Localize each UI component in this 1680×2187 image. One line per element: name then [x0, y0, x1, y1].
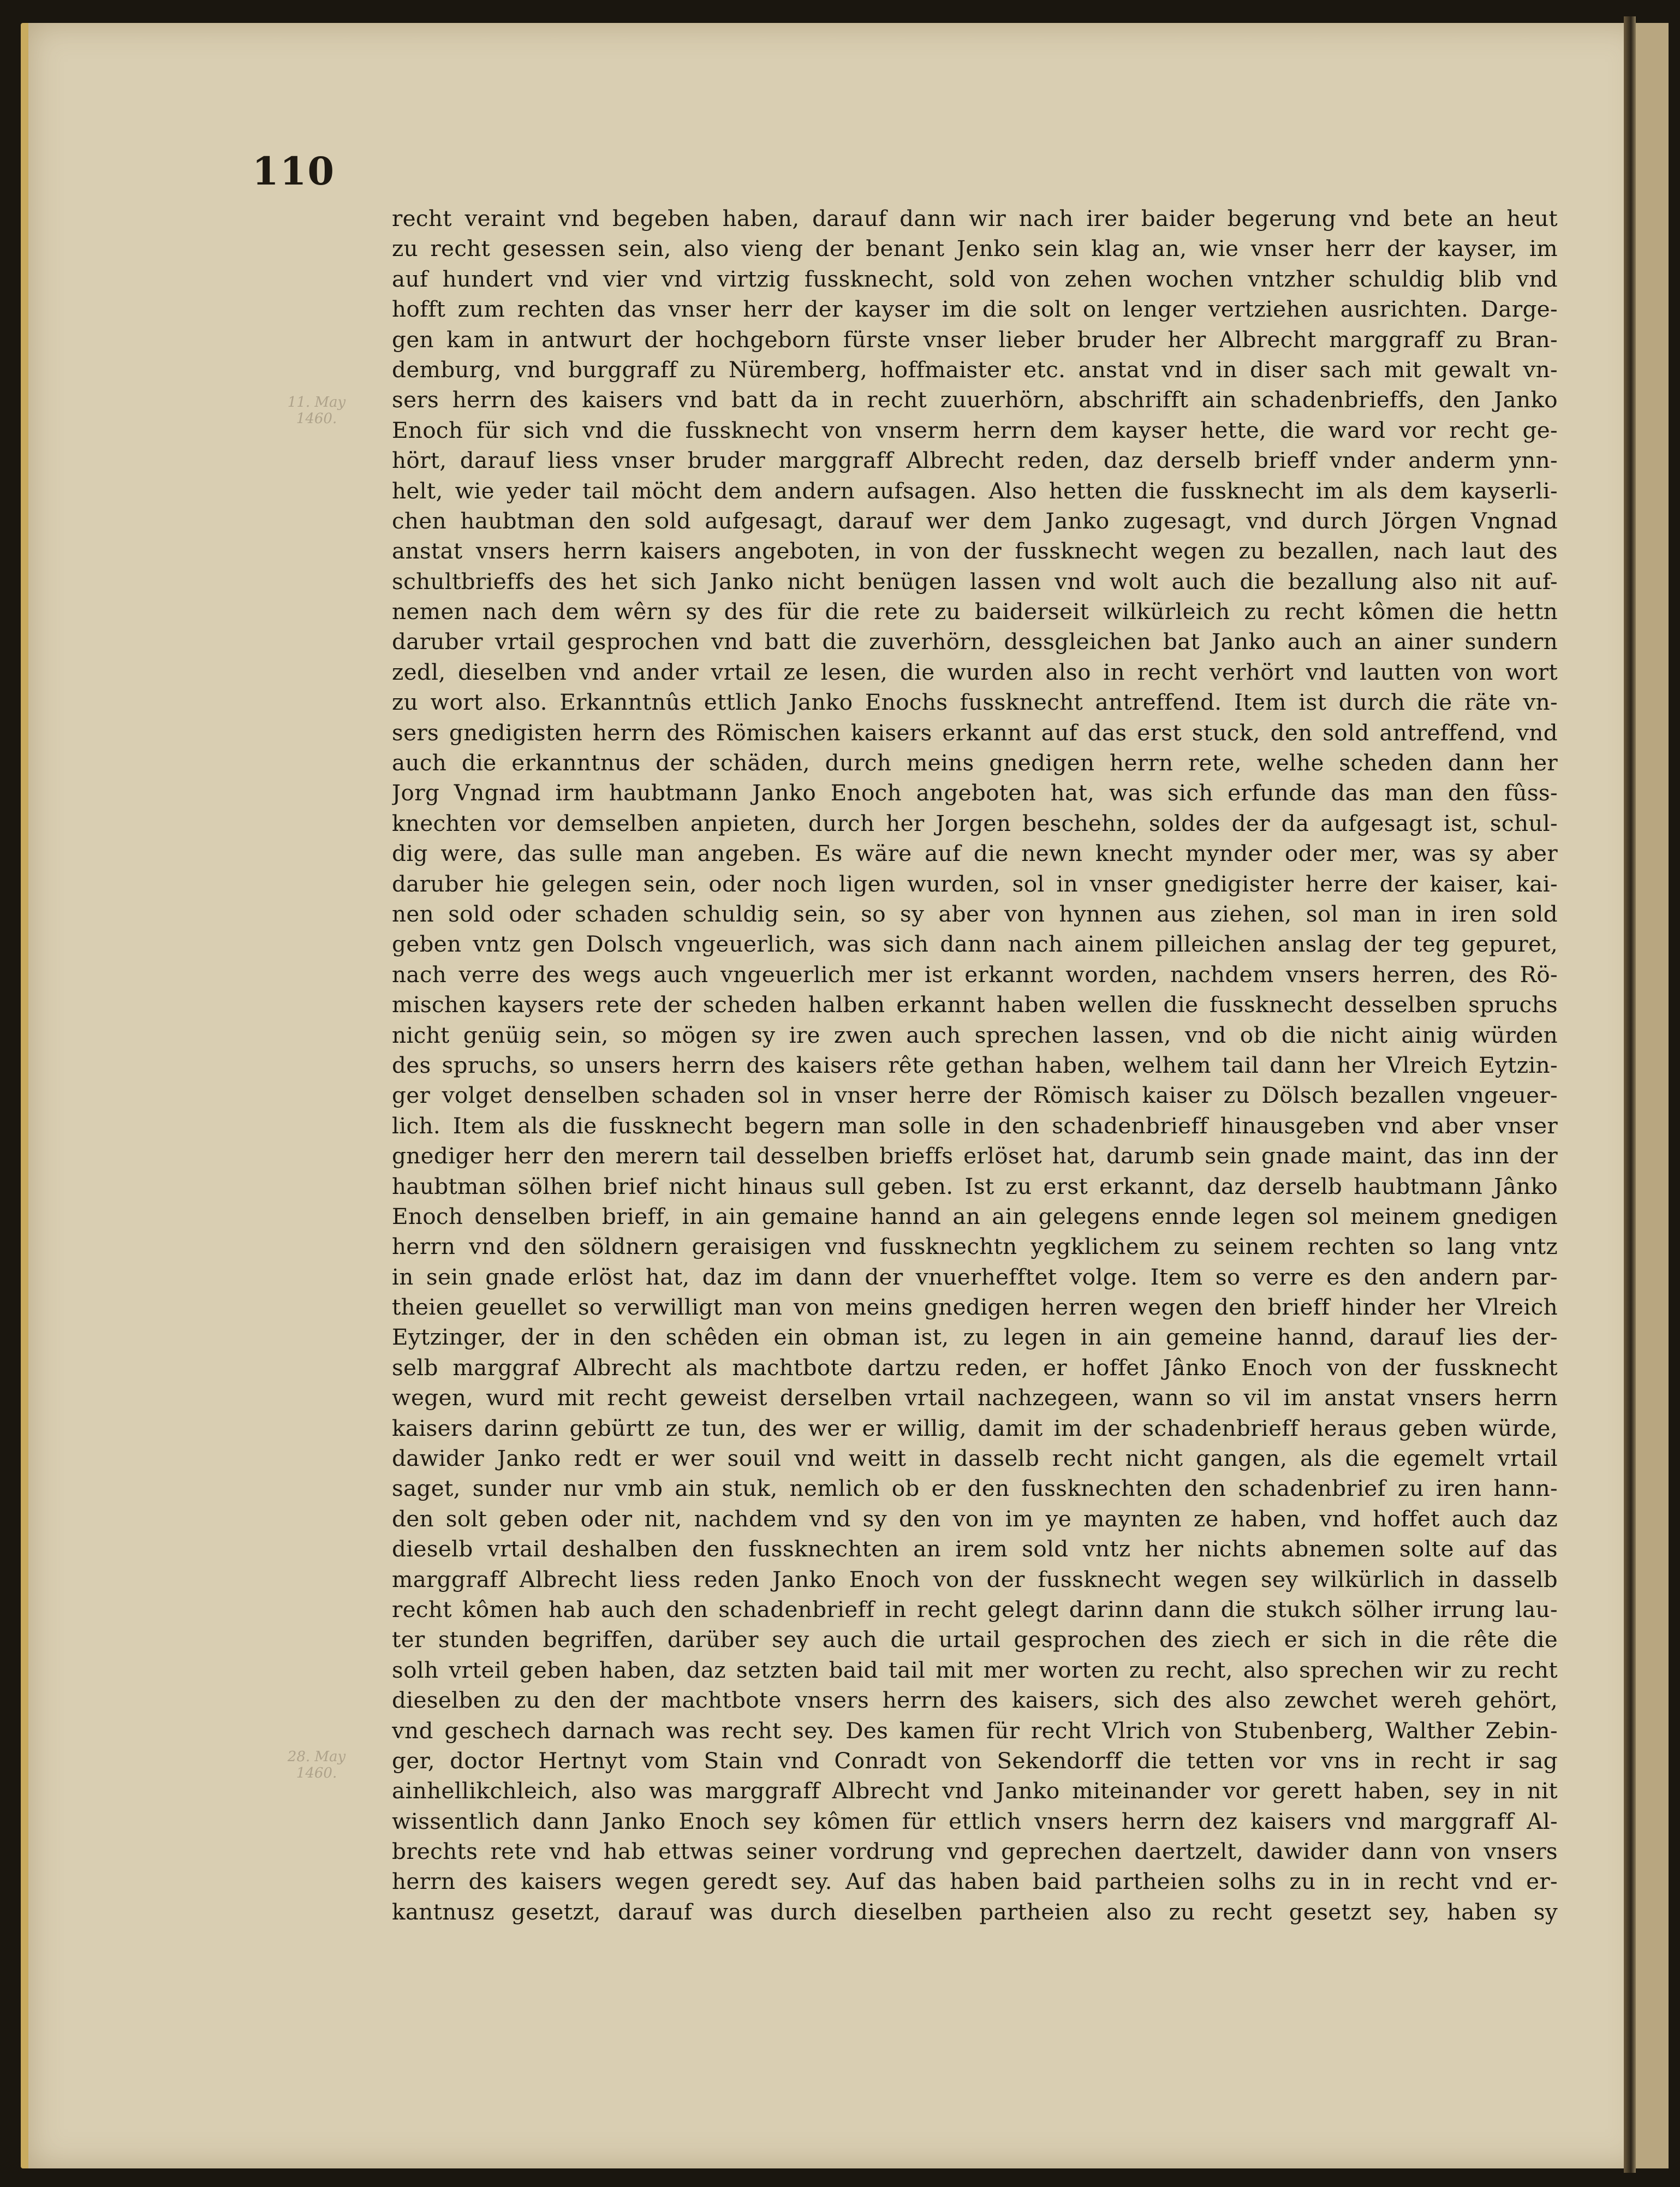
text-line: dieselben zu den der machtbote vnsers herrn des kaisers, sich des also zewchet wereh gehört, — [392, 1687, 1558, 1714]
text-line: recht kômen hab auch den schadenbrieff in recht gelegt darinn dann die stukch sölher irrung lau- — [392, 1596, 1558, 1623]
text-line: den solt geben oder nit, nachdem vnd sy den von im ye maynten ze haben, vnd hoffet auch daz — [392, 1505, 1558, 1532]
text-line: ger volget denselben schaden sol in vnser herre der Römisch kaiser zu Dölsch bezallen vngeuer- — [392, 1082, 1558, 1109]
text-line: solh vrteil geben haben, daz setzten baid tail mit mer worten zu recht, also sprechen wir zu recht — [392, 1656, 1558, 1683]
text-line: sers gnedigisten herrn des Römischen kaisers erkannt auf das erst stuck, den sold antreffend, vnd — [392, 719, 1558, 746]
text-line: Jorg Vngnad irm haubtmann Janko Enoch angeboten hat, was sich erfunde das man den fûss- — [392, 780, 1558, 806]
text-line: haubtman sölhen brief nicht hinaus sull geben. Ist zu erst erkannt, daz derselb haubtmann Jânko — [392, 1173, 1558, 1199]
text-line: brechts rete vnd hab ettwas seiner vordrung vnd geprechen daertzelt, dawider dann von vnsers — [392, 1838, 1558, 1865]
text-line: recht veraint vnd begeben haben, darauf dann wir nach irer baider begerung vnd bete an heut — [392, 205, 1558, 231]
text-line: ainhellikchleich, also was marggraff Albrecht vnd Janko miteinander vor gerett haben, sey in nit — [392, 1778, 1558, 1804]
text-line: selb marggraf Albrecht als machtbote dartzu reden, er hoffet Jânko Enoch von der fussknecht — [392, 1354, 1558, 1381]
text-line: gen kam in antwurt der hochgeborn fürste vnser lieber bruder her Albrecht marggraff zu Bran- — [392, 326, 1558, 353]
text-line: nen sold oder schaden schuldig sein, so sy aber von hynnen aus ziehen, sol man in iren sold — [392, 900, 1558, 927]
text-line: in sein gnade erlöst hat, daz im dann der vnuerhefftet volge. Item so verre es den andern par- — [392, 1263, 1558, 1290]
text-line: wissentlich dann Janko Enoch sey kômen für ettlich vnsers herrn dez kaisers vnd marggraff Al- — [392, 1808, 1558, 1834]
text-line: saget, sunder nur vmb ain stuk, nemlich ob er den fussknechten den schadenbrief zu iren hann- — [392, 1475, 1558, 1502]
text-line: theien geuellet so verwilligt man von meins gnedigen herren wegen den brieff hinder her Vlreich — [392, 1294, 1558, 1321]
text-line: daruber vrtail gesprochen vnd batt die zuverhörn, dessgleichen bat Janko auch an ainer sundern — [392, 628, 1558, 655]
text-line: schultbrieffs des het sich Janko nicht benügen lassen vnd wolt auch die bezallung also nit auf- — [392, 568, 1558, 595]
text-line: helt, wie yeder tail möcht dem andern aufsagen. Also hetten die fussknecht im als dem kayserli- — [392, 477, 1558, 504]
text-line: zedl, dieselben vnd ander vrtail ze lesen, die wurden also in recht verhört vnd lautten von wort — [392, 658, 1558, 685]
text-line: nemen nach dem wêrn sy des für die rete zu baiderseit wilkürleich zu recht kômen die hettn — [392, 598, 1558, 625]
text-line: auch die erkanntnus der schäden, durch meins gnedigen herrn rete, welhe scheden dann her — [392, 750, 1558, 776]
text-line: Eytzinger, der in den schêden ein obman ist, zu legen in ain gemeine hannd, darauf lies der- — [392, 1324, 1558, 1351]
text-line: demburg, vnd burggraff zu Nüremberg, hoffmaister etc. anstat vnd in diser sach mit gewalt vn- — [392, 356, 1558, 383]
text-line: hört, darauf liess vnser bruder marggraff Albrecht reden, daz derselb brieff vnder anderm ynn- — [392, 447, 1558, 474]
text-line: lich. Item als die fussknecht begern man solle in den schadenbrieff hinausgeben vnd aber vnser — [392, 1112, 1558, 1139]
text-line: zu wort also. Erkanntnûs ettlich Janko Enochs fussknecht antreffend. Item ist durch die räte vn- — [392, 689, 1558, 716]
text-line: herrn des kaisers wegen geredt sey. Auf das haben baid partheien solhs zu in in recht vnd er- — [392, 1868, 1558, 1895]
text-line: ter stunden begriffen, darüber sey auch die urtail gesprochen des ziech er sich in die rête die — [392, 1626, 1558, 1653]
text-line: kaisers darinn gebürtt ze tun, des wer er willig, damit im der schadenbrieff heraus geben würde, — [392, 1415, 1558, 1441]
text-line: nicht genüig sein, so mögen sy ire zwen auch sprechen lassen, vnd ob die nicht ainig würden — [392, 1021, 1558, 1048]
body-text — [392, 204, 1558, 1925]
margin-note-date-2: 28. May 1460. — [287, 1749, 346, 1781]
text-line: marggraff Albrecht liess reden Janko Enoch von der fussknecht wegen sey wilkürlich in dasselb — [392, 1566, 1558, 1592]
book-spine — [1624, 16, 1636, 2173]
text-line: mischen kaysers rete der scheden halben erkannt haben wellen die fussknecht desselben spruchs — [392, 991, 1558, 1018]
text-line: dawider Janko redt er wer souil vnd weitt in dasselb recht nicht gangen, als die egemelt vrtail — [392, 1445, 1558, 1472]
text-line: kantnusz gesetzt, darauf was durch dieselben partheien also zu recht gesetzt sey, haben sy — [392, 1898, 1558, 1925]
page-number: 110 — [252, 148, 336, 194]
text-line: dieselb vrtail deshalben den fussknechten an irem sold vntz her nichts abnemen solte auf das — [392, 1536, 1558, 1562]
text-line: dig were, das sulle man angeben. Es wäre auf die newn knecht mynder oder mer, was sy aber — [392, 840, 1558, 867]
text-line: daruber hie gelegen sein, oder noch ligen wurden, sol in vnser gnedigister herre der kaiser, kai- — [392, 870, 1558, 897]
text-line: zu recht gesessen sein, also vieng der benant Jenko sein klag an, wie vnser herr der kayser, im — [392, 235, 1558, 262]
text-line: geben vntz gen Dolsch vngeuerlich, was sich dann nach ainem pilleichen anslag der teg gepuret, — [392, 931, 1558, 958]
text-line: sers herrn des kaisers vnd batt da in recht zuuerhörn, abschrifft ain schadenbrieffs, den Janko — [392, 387, 1558, 413]
text-line: chen haubtman den sold aufgesagt, darauf wer dem Janko zugesagt, vnd durch Jörgen Vngnad — [392, 507, 1558, 534]
text-line: vnd geschech darnach was recht sey. Des kamen für recht Vlrich von Stubenberg, Walther Zebin- — [392, 1717, 1558, 1744]
text-line: des spruchs, so unsers herrn des kaisers rête gethan haben, welhem tail dann her Vlreich Eytzin- — [392, 1051, 1558, 1078]
text-line: knechten vor demselben anpieten, durch her Jorgen beschehn, soldes der da aufgesagt ist, schul- — [392, 810, 1558, 836]
text-line: auf hundert vnd vier vnd virtzig fussknecht, sold von zehen wochen vntzher schuldig blib vnd — [392, 265, 1558, 292]
text-line: anstat vnsers herrn kaisers angeboten, in von der fussknecht wegen zu bezallen, nach laut des — [392, 538, 1558, 564]
margin-note-date-1: 11. May 1460. — [287, 394, 346, 427]
text-line: gnediger herr den merern tail desselben brieffs erlöset hat, darumb sein gnade maint, das inn der — [392, 1143, 1558, 1169]
text-line: hofft zum rechten das vnser herr der kayser im die solt on lenger vertziehen ausrichten. Darge- — [392, 296, 1558, 323]
text-line: nach verre des wegs auch vngeuerlich mer ist erkannt worden, nachdem vnsers herren, des Rö- — [392, 961, 1558, 988]
text-line: wegen, wurd mit recht geweist derselben vrtail nachzegeen, wann so vil im anstat vnsers herrn — [392, 1384, 1558, 1411]
text-line: Enoch für sich vnd die fussknecht von vnserm herrn dem kayser hette, die ward vor recht ge- — [392, 417, 1558, 443]
text-line: herrn vnd den söldnern geraisigen vnd fussknechtn yegklichem zu seinem rechten so lang vntz — [392, 1233, 1558, 1260]
next-page-edge — [1636, 23, 1669, 2168]
text-line: ger, doctor Hertnyt vom Stain vnd Conradt von Sekendorff die tetten vor vns in recht ir sag — [392, 1747, 1558, 1774]
text-line: Enoch denselben brieff, in ain gemaine hannd an ain gelegens ennde legen sol meinem gnedigen — [392, 1203, 1558, 1229]
